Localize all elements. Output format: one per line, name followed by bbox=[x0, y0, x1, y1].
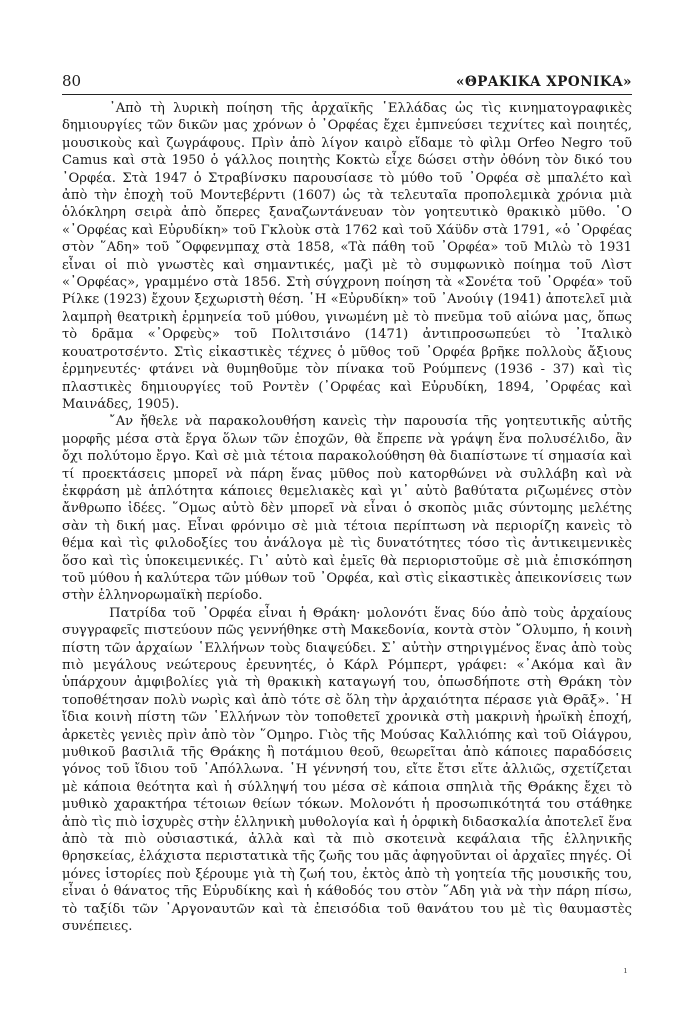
paragraph-1: ᾿Απὸ τὴ λυρικὴ ποίηση τῆς ἀρχαϊκῆς ῾Ελλάδας ὡς τὶς κινηματογραφικὲς δημιουργίες τῶν δικῶν μας χρόνων ὁ ᾿Ορφέας ἔχει ἐμπνεύσει τεχνίτες καὶ ποιητές, μουσικοὺς καὶ ζωγράφους. Πρὶν ἀπὸ λίγον καιρὸ εἴδαμε τὸ φὶλμ Orfeo Negro τοῦ Camus καὶ στὰ 1950 ὁ γάλλος ποιητὴς Κοκτὼ εἶχε δώσει στὴν ὀθόνη τὸν δικό του ᾿Ορφέα. Στὰ 1947 ὁ Στραβίνσκυ παρουσίασε τὸ μύθο τοῦ ᾿Ορφέα σὲ μπαλέτο καὶ ἀπὸ τὴν ἐποχὴ τοῦ Μοντεβέρντι (1607) ὡς τὰ τελευταῖα προπολεμικὰ χρόνια μιὰ ὁλόκληρη σειρὰ ἀπὸ ὄπερες ξαναζωντάνευαν τὸν γοητευτικὸ θρακικὸ μῦθο. ῾Ο «᾿Ορφέας καὶ Εὐρυδίκη» τοῦ Γκλοὺκ στὰ 1762 καὶ τοῦ Χάϋδν στὰ 1791, «ὁ ᾿Ορφέας στὸν ῞Αδη» τοῦ ῎Οφφενμπαχ στὰ 1858, «Τὰ πάθη τοῦ ᾿Ορφέα» τοῦ Μιλὼ τὸ 1931 εἶναι οἱ πιὸ γνωστὲς καὶ σημαντικές, μαζὶ μὲ τὸ συμφωνικὸ ποίημα τοῦ Λὶστ «᾿Ορφέας», γραμμένο στὰ 1856. Στὴ σύγχρονη ποίηση τὰ «Σονέτα τοῦ ᾿Ορφέα» τοῦ Ρίλκε (1923) ἔχουν ξεχωριστὴ θέση. ῾Η «Εὐρυδίκη» τοῦ ᾿Ανούιγ (1941) ἀποτελεῖ μιὰ λαμπρὴ θεατρικὴ ἑρμηνεία τοῦ μύθου, γινωμένη μὲ τὸ πνεῦμα τοῦ αἰώνα μας, ὅπως τὸ δρᾶμα «᾿Ορφεὺς» τοῦ Πολιτσιάνο (1471) ἀντιπροσωπεύει τὸ ᾿Ιταλικὸ κουατροτσέντο. Στὶς εἰκαστικὲς τέχνες ὁ μῦθος τοῦ ᾿Ορφέα βρῆκε πολλοὺς ἄξιους ἑρμηνευτές· φτάνει νὰ θυμηθοῦμε τὸν πίνακα τοῦ Ρούμπενς (1936 - 37) καὶ τὶς πλαστικὲς δημιουργίες τοῦ Ροντὲν (᾿Ορφέας καὶ Εὐρυδίκη, 1894, ᾿Ορφέας καὶ Μαινάδες, 1905). bbox=[62, 101, 632, 412]
page-number: 80 bbox=[62, 72, 82, 90]
paragraph-3: Πατρίδα τοῦ ᾿Ορφέα εἶναι ἡ Θράκη· μολονότι ἕνας δύο ἀπὸ τοὺς ἀρχαίους συγγραφεῖς πιστεύουν πῶς γεννήθηκε στὴ Μακεδονία, κοντὰ στὸν ῎Ολυμπο, ἡ κοινὴ πίστη τῶν ἀρχαίων ῾Ελλήνων τοὺς διαψεύδει. Σ᾿ αὐτὴν στηριγμένος ἕνας ἀπὸ τοὺς πιὸ μεγάλους νεώτερους ἐρευνητές, ὁ Κάρλ Ρόμπερτ, γράφει: «᾿Ακόμα καὶ ἂν ὑπάρχουν ἀμφιβολίες γιὰ τὴ θρακικὴ καταγωγή του, ὁπωσδήποτε στὴ Θράκη τὸν τοποθέτησαν πολὺ νωρὶς καὶ ἀπὸ τότε σὲ ὅλη τὴν ἀρχαιότητα πέρασε γιὰ Θρᾶξ». ῾Η ἴδια κοινὴ πίστη τῶν ῾Ελλήνων τὸν τοποθετεῖ χρονικὰ στὴ μακρινὴ ἡρωϊκὴ ἐποχή, ἀρκετὲς γενιὲς πρὶν ἀπὸ τὸν ῞Ομηρο. Γιὸς τῆς Μούσας Καλλιόπης καὶ τοῦ Οἰάγρου, μυθικοῦ βασιλιᾶ τῆς Θράκης ἢ ποτάμιου θεοῦ, θεωρεῖται ἀπὸ κάποιες παραδόσεις γόνος τοῦ ἴδιου τοῦ ᾿Απόλλωνα. ῾Η γέννησή του, εἴτε ἔτσι εἴτε ἀλλιῶς, σχετίζεται μὲ κάποια θεότητα καὶ ἡ σύλληψή του μέσα σὲ κάποια σπηλιὰ τῆς Θράκης ἔχει τὸ μυθικὸ χαρακτήρα τέτοιων θείων τόκων. Μολονότι ἡ προσωπικότητά του στάθηκε ἀπὸ τὶς πιὸ ἰσχυρὲς στὴν ἑλληνικὴ μυθολογία καὶ ἡ ὀρφικὴ διδασκαλία ἀποτελεῖ ἕνα ἀπὸ τὰ πιὸ οὐσιαστικά, ἀλλὰ καὶ τὰ πιὸ σκοτεινὰ κεφάλαια τῆς ἑλληνικῆς θρησκείας, ἐλάχιστα περιστατικὰ τῆς ζωῆς του μᾶς ἀφηγοῦνται οἱ ἀρχαῖες πηγές. Οἱ μόνες ἱστορίες ποὺ ξέρουμε γιὰ τὴ ζωή του, ἐκτὸς ἀπὸ τὴ γοητεία τῆς μουσικῆς του, εἶναι ὁ θάνατος τῆς Εὐρυδίκης καὶ ἡ κάθοδός του στὸν ῞Αδη γιὰ νὰ τὴν πάρη πίσω, τὸ ταξίδι τῶν ᾿Αργοναυτῶν καὶ τὰ ἐπεισόδια τοῦ θανάτου του μὲ τὶς θαυμαστὲς συνέπειες. bbox=[62, 605, 632, 935]
header-rule bbox=[62, 94, 632, 95]
journal-title: «ΘΡΑΚΙΚΑ ΧΡΟΝΙΚΑ» bbox=[456, 74, 632, 90]
scan-mark: ı bbox=[624, 966, 627, 976]
body-text bbox=[62, 100, 632, 936]
running-header bbox=[62, 72, 632, 92]
paragraph-2: ῎Αν ἤθελε νὰ παρακολουθήση κανεὶς τὴν παρουσία τῆς γοητευτικῆς αὐτῆς μορφῆς μέσα στὰ ἔργα ὅλων τῶν ἐποχῶν, θὰ ἔπρεπε νὰ γράψη ἕνα πολυσέλιδο, ἂν ὄχι πολύτομο ἔργο. Καὶ σὲ μιὰ τέτοια παρακολούθηση θὰ διαπίστωνε τί σημασία καὶ τί προεκτάσεις μπορεῖ νὰ πάρη ἕνας μῦθος ποὺ κατορθώνει νὰ συλλάβη καὶ νὰ ἐκφράση μὲ ἁπλότητα κάποιες θεμελιακὲς καὶ γι᾿ αὐτὸ βαθύτατα ριζωμένες στὸν ἄνθρωπο ἰδέες. ῞Ομως αὐτὸ δὲν μπορεῖ νὰ εἶναι ὁ σκοπὸς μιᾶς σύντομης μελέτης σὰν τὴ δική μας. Εἶναι φρόνιμο σὲ μιὰ τέτοια περίπτωση νὰ περιορίζη κανεὶς τὸ θέμα καὶ τὶς φιλοδοξίες του ἀνάλογα μὲ τὶς δυνατότητες τόσο τὶς ἀντικειμενικὲς ὅσο καὶ τὶς ὑποκειμενικές. Γι᾿ αὐτὸ καὶ ἐμεῖς θὰ περιοριστοῦμε σὲ μιὰ ἐπισκόπηση τοῦ μύθου ἡ καλύτερα τῶν μύθων τοῦ ᾿Ορφέα, καὶ στὶς εἰκαστικὲς ἀπεικονίσεις των στὴν ἑλληνορωμαϊκὴ περίοδο. bbox=[62, 414, 632, 604]
